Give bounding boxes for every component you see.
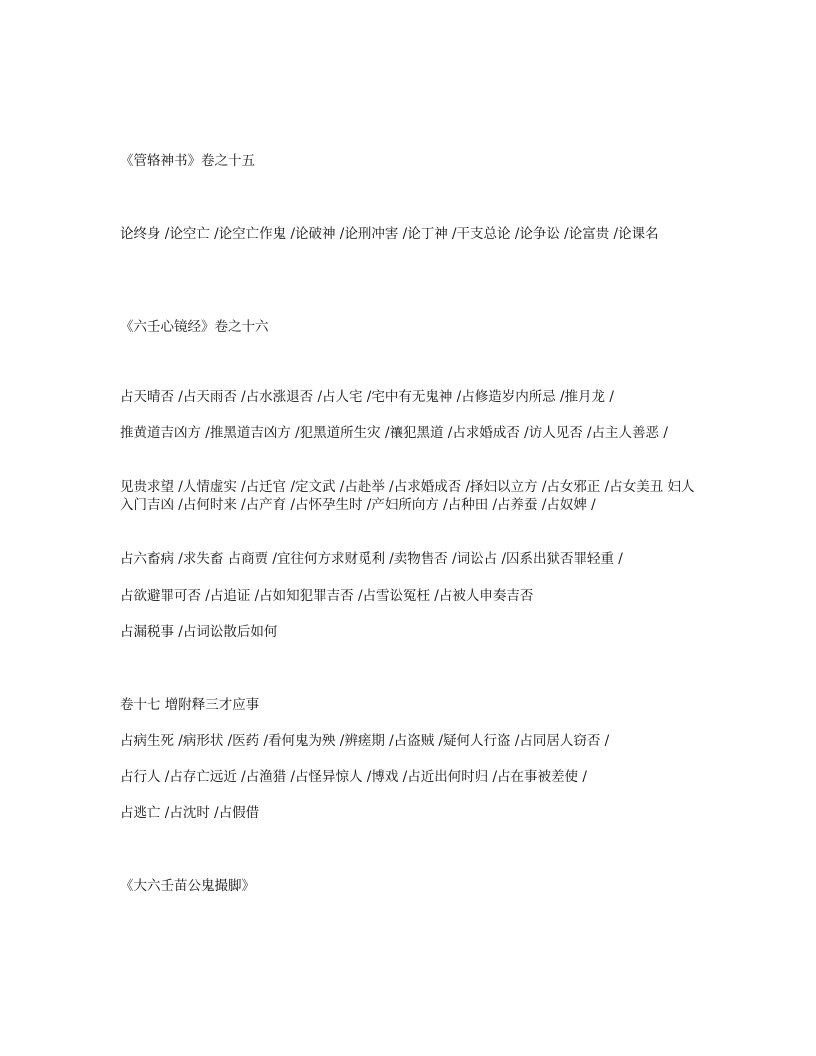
paragraph: 占漏税事 /占词讼散后如何: [120, 624, 278, 640]
section-heading: 《管辂神书》卷之十五: [120, 153, 255, 169]
paragraph: 占病生死 /病形状 /医药 /看何鬼为殃 /辨瘥期 /占盗贼 /疑何人行盗 /占同居人窃否 /: [120, 733, 610, 749]
paragraph: 占六畜病 /求失畜 占商贾 /宜往何方求财觅利 /卖物售否 /词讼占 /囚系出狱否罪轻重 /: [120, 551, 623, 567]
section-heading: 卷十七 增附释三才应事: [120, 697, 260, 713]
paragraph: 占逃亡 /占沈时 /占假借: [120, 805, 260, 821]
paragraph: 占行人 /占存亡远近 /占渔猎 /占怪异惊人 /博戏 /占近出何时归 /占在事被差使 /: [120, 769, 587, 785]
paragraph: 见贵求望 /人情虚实 /占迁官 /定文武 /占赴举 /占求婚成否 /择妇以立方 /占女邪正 /占女美丑 妇人入门吉凶 /占何时来 /占产育 /占怀孕生时 /产妇所向方 /占种田 /占养蚕 /占奴婢 /: [120, 479, 695, 513]
paragraph: 占欲避罪可否 /占追证 /占如知犯罪吉否 /占雪讼冤枉 /占被人申奏吉否: [120, 588, 534, 604]
paragraph: 占天晴否 /占天雨否 /占水涨退否 /占人宅 /宅中有无鬼神 /占修造岁内所忌 /推月龙 /: [120, 389, 614, 405]
paragraph: 论终身 /论空亡 /论空亡作鬼 /论破神 /论刑冲害 /论丁神 /干支总论 /论争讼 /论富贵 /论课名: [120, 226, 659, 242]
section-heading: 《六壬心镜经》卷之十六: [120, 319, 269, 335]
section-heading: 《大六壬苗公鬼撮脚》: [120, 878, 255, 894]
paragraph: 推黄道吉凶方 /推黑道吉凶方 /犯黑道所生灾 /禳犯黑道 /占求婚成否 /访人见否 /占主人善恶 /: [120, 425, 668, 441]
